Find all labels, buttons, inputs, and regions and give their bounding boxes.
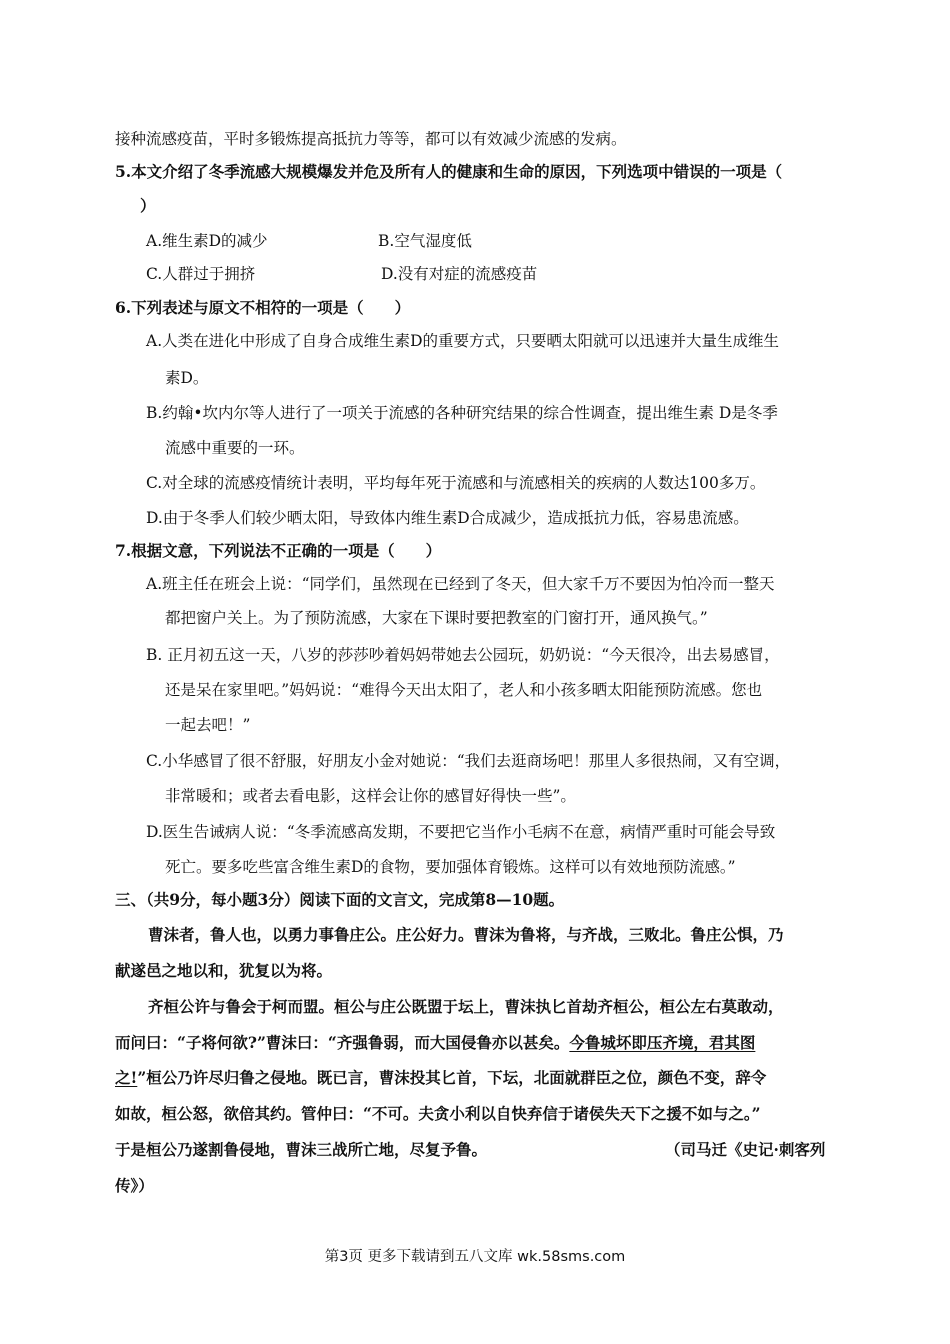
classical-text-p2-line2-plain: 而问曰：“子将何欲?”曹沫曰：“齐强鲁弱，而大国侵鲁亦以甚矣。 (115, 1033, 570, 1052)
q6-option-a-cont: 素D。 (165, 369, 209, 387)
q7-option-b: B. 正月初五这一天，八岁的莎莎吵着妈妈带她去公园玩，奶奶说：“今天很冷，出去易感冒， (146, 646, 780, 664)
underlined-sentence-part2: 之! (115, 1068, 138, 1087)
classical-text-p2-line2 (115, 1032, 755, 1054)
q6-option-b: B.约翰•坎内尔等人进行了一项关于流感的各种研究结果的综合性调查，提出维生素 D是冬季 (146, 404, 778, 422)
source-citation: （司马迁《史记·刺客列 (665, 1140, 826, 1159)
classical-text-p2-line3 (115, 1067, 766, 1089)
q6-option-c: C.对全球的流感疫情统计表明，平均每年死于流感和与流感相关的疾病的人数达100多万。 (146, 474, 766, 492)
q7-option-c-cont: 非常暖和；或者去看电影，这样会让你的感冒好得快一些”。 (165, 787, 576, 805)
classical-text-p2-line4: 如故，桓公怒，欲倍其约。管仲曰：“不可。夫贪小利以自快弃信于诸侯失天下之援不如与之。” (115, 1104, 761, 1123)
q5-stem: 5.本文介绍了冬季流感大规模爆发并危及所有人的健康和生命的原因，下列选项中错误的一项是（ (115, 162, 783, 181)
q6-option-a: A.人类在进化中形成了自身合成维生素D的重要方式，只要晒太阳就可以迅速并大量生成维生 (146, 332, 780, 350)
section-3-heading: 三、（共9分，每小题3分）阅读下面的文言文，完成第8—10题。 (115, 890, 565, 909)
q6-option-d: D.由于冬季人们较少晒太阳，导致体内维生素D合成减少，造成抵抗力低，容易患流感。 (146, 509, 749, 527)
q7-option-c: C.小华感冒了很不舒服，好朋友小金对她说：“我们去逛商场吧！那里人多很热闹，又有空调， (146, 752, 791, 770)
q5-stem-tail: ） (140, 196, 156, 215)
classical-text-p1-line1: 曹沫者，鲁人也，以勇力事鲁庄公。庄公好力。曹沫为鲁将，与齐战，三败北。鲁庄公惧，乃 (148, 925, 784, 944)
classical-text-p2-line3-plain: ”桓公乃许尽归鲁之侵地。既已言，曹沫投其匕首，下坛，北面就群臣之位，颜色不变，辞令 (137, 1068, 767, 1087)
q7-stem: 7.根据文意，下列说法不正确的一项是（ ） (115, 541, 442, 560)
q6-option-b-cont: 流感中重要的一环。 (165, 439, 305, 457)
q7-option-d-cont: 死亡。要多吃些富含维生素D的食物，要加强体育锻炼。这样可以有效地预防流感。” (165, 858, 736, 876)
source-citation-cont: 传》） (115, 1176, 154, 1195)
underlined-sentence-part1: 今鲁城坏即压齐境，君其图 (569, 1033, 756, 1052)
q5-option-b: B.空气湿度低 (378, 232, 472, 250)
q5-option-a: A.维生素D的减少 (146, 232, 268, 250)
q7-option-b-cont1: 还是呆在家里吧。”妈妈说：“难得今天出太阳了，老人和小孩多晒太阳能预防流感。您也 (165, 681, 763, 699)
q5-option-d: D.没有对症的流感疫苗 (381, 265, 538, 283)
classical-text-p2-line1: 齐桓公许与鲁会于柯而盟。桓公与庄公既盟于坛上，曹沫执匕首劫齐桓公，桓公左右莫敢动， (148, 997, 784, 1016)
q5-option-c: C.人群过于拥挤 (146, 265, 256, 283)
q7-option-a: A.班主任在班会上说：“同学们，虽然现在已经到了冬天，但大家千万不要因为怕冷而一整天 (146, 575, 775, 593)
q7-option-d: D.医生告诫病人说：“冬季流感高发期，不要把它当作小毛病不在意，病情严重时可能会导致 (146, 823, 776, 841)
q7-option-b-cont2: 一起去吧！” (165, 716, 251, 734)
classical-text-p2-line5: 于是桓公乃遂割鲁侵地，曹沫三战所亡地，尽复予鲁。 (115, 1140, 488, 1159)
passage-tail: 接种流感疫苗，平时多锻炼提高抵抗力等等，都可以有效减少流感的发病。 (115, 130, 627, 148)
q6-stem: 6.下列表述与原文不相符的一项是（ ） (115, 298, 411, 317)
page-footer: 第3页 更多下载请到五八文库 wk.58sms.com (324, 1249, 626, 1265)
classical-text-p1-line2: 献遂邑之地以和，犹复以为将。 (115, 961, 333, 980)
q7-option-a-cont: 都把窗户关上。为了预防流感，大家在下课时要把教室的门窗打开，通风换气。” (165, 609, 708, 627)
